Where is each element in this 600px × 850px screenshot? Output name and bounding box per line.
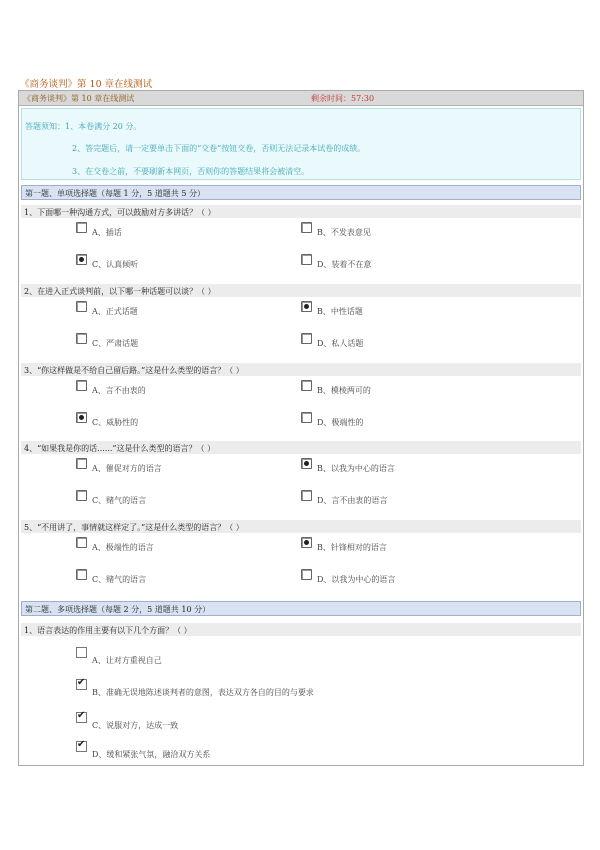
answer-radio[interactable]	[76, 490, 87, 501]
answer-radio[interactable]	[76, 301, 87, 312]
answer-radio[interactable]	[301, 458, 312, 469]
option-label: B、针锋相对的语言	[317, 543, 387, 552]
option-label: C、赌气的语言	[92, 496, 147, 505]
option-label: D、缓和紧张气氛，融洽双方关系	[92, 750, 211, 759]
exam-title: 《商务谈判》第 10 章在线测试	[23, 94, 135, 103]
answer-radio[interactable]	[301, 380, 312, 391]
answer-radio[interactable]	[301, 333, 312, 344]
section-title: 第一题、单项选择题（每题 1 分，5 道题共 5 分）	[25, 189, 205, 198]
option-label: D、装着不在意	[317, 260, 372, 269]
section-title: 第二题、多项选择题（每题 2 分，5 道题共 10 分）	[25, 605, 211, 614]
option-label: D、言不由衷的语言	[317, 496, 388, 505]
question-header	[21, 363, 581, 376]
answer-radio[interactable]	[76, 412, 87, 423]
answer-radio[interactable]	[301, 490, 312, 501]
instructions-box	[21, 108, 581, 180]
question-text: 4、“如果我是你的话......”这是什么类型的语言？（ ）	[24, 444, 216, 453]
question-text: 3、“你这样做是不给自己留后路。”这是什么类型的语言？（ ）	[24, 366, 244, 375]
option-label: B、以我为中心的语言	[317, 464, 395, 473]
answer-radio[interactable]	[301, 569, 312, 580]
question-text: 2、在进入正式谈判前，以下哪一种话题可以谈？（ ）	[24, 287, 216, 296]
answer-radio[interactable]	[301, 412, 312, 423]
option-label: B、准确无误地陈述谈判者的意图，表达双方各自的目的与要求	[92, 688, 314, 697]
answer-checkbox[interactable]	[76, 741, 87, 752]
question-header	[21, 623, 581, 636]
option-label: A、正式话题	[92, 307, 138, 316]
answer-radio[interactable]	[76, 222, 87, 233]
answer-radio[interactable]	[301, 537, 312, 548]
answer-radio[interactable]	[76, 333, 87, 344]
option-label: A、让对方重视自己	[92, 656, 162, 665]
option-label: B、中性话题	[317, 307, 363, 316]
exam-header	[19, 91, 583, 106]
section-single-choice	[21, 185, 581, 200]
exam-frame	[18, 90, 584, 766]
question-header	[21, 205, 581, 218]
option-label: A、插话	[92, 228, 122, 237]
answer-radio[interactable]	[301, 254, 312, 265]
option-label: A、催促对方的语言	[92, 464, 162, 473]
option-label: C、严肃话题	[92, 339, 139, 348]
instruction-line: 2、答完题后，请一定要单击下面的“交卷”按钮交卷，否则无法记录本试卷的成绩。	[72, 144, 366, 153]
question-header	[21, 441, 581, 454]
option-label: C、说服对方，达成一致	[92, 721, 179, 730]
instruction-line: 3、在交卷之前，不要刷新本网页，否则你的答题结果将会被清空。	[72, 167, 310, 176]
answer-radio[interactable]	[76, 537, 87, 548]
option-label: D、私人话题	[317, 339, 364, 348]
answer-radio[interactable]	[76, 380, 87, 391]
option-label: C、认真倾听	[92, 260, 139, 269]
page-title: 《商务谈判》第 10 章在线测试	[20, 79, 153, 90]
option-label: D、以我为中心的语言	[317, 575, 396, 584]
answer-radio[interactable]	[301, 301, 312, 312]
answer-checkbox[interactable]	[76, 647, 87, 658]
answer-checkbox[interactable]	[76, 679, 87, 690]
answer-radio[interactable]	[76, 254, 87, 265]
question-header	[21, 284, 581, 297]
option-label: D、极端性的	[317, 418, 364, 427]
section-multiple-choice	[21, 601, 581, 616]
instruction-line: 答题须知：1、本卷满分 20 分。	[25, 122, 142, 131]
answer-checkbox[interactable]	[76, 712, 87, 723]
answer-radio[interactable]	[76, 458, 87, 469]
question-text: 5、“不用讲了，事情就这样定了。”这是什么类型的语言？（ ）	[24, 523, 244, 532]
answer-radio[interactable]	[301, 222, 312, 233]
answer-radio[interactable]	[76, 569, 87, 580]
option-label: A、极端性的语言	[92, 543, 154, 552]
question-text: 1、语言表达的作用主要有以下几个方面？（ ）	[24, 626, 192, 635]
option-label: C、威胁性的	[92, 418, 139, 427]
option-label: A、言不由衷的	[92, 386, 146, 395]
option-label: B、不发表意见	[317, 228, 371, 237]
question-header	[21, 520, 581, 533]
option-label: B、模棱两可的	[317, 386, 371, 395]
question-text: 1、下面哪一种沟通方式，可以鼓励对方多讲话？（ ）	[24, 208, 216, 217]
countdown-timer: 剩余时间：57:30	[311, 94, 375, 103]
option-label: C、赌气的语言	[92, 575, 147, 584]
